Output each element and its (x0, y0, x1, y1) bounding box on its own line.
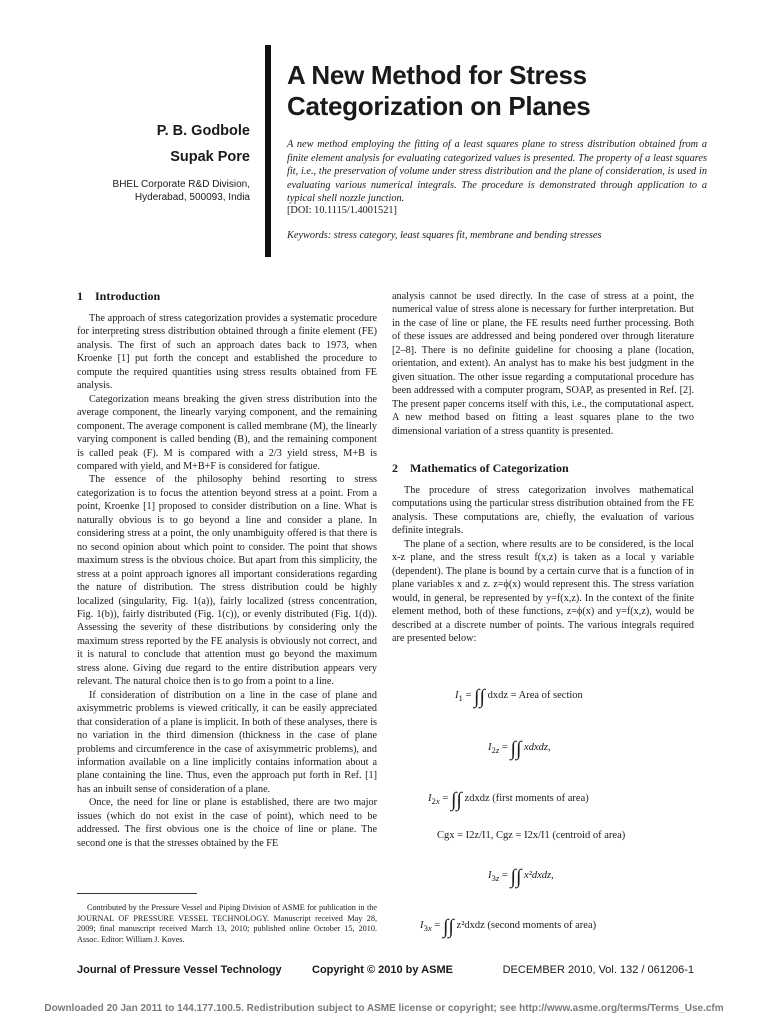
paragraph: The essence of the philosophy behind resorting to stress categorization is to focus the attention beyond stress at a point. From a point, Kroenke [1] proposed to consider distribution on a line. What is naturally obvious is to go beyond a line and consider a plane. In considering stress at a point, the only unambiguity offered is that there is no second opinion about which point to consider. The point that shows maximum stress is the obvious choice. But apart from this simplicity, the stress at a point approach ignores all important considerations regarding the nature of distribution. The stress distribution could be highly localized (singularity, Fig. 1(a)), fairly localized (stress concentration, Fig. 1(b)), fairly distributed (Fig. 1(c)), or evenly distributed (Fig. 1(d)). Assessing the severity of these distributions by considering only the maximum stress reported by the FE analysis is obviously not correct, and it is natural to conclude that attention must go beyond the maximum stress alone. Giving due regard to the entire distribution appears very relevant. The natural choice then is to go from a point to a line. (77, 474, 377, 688)
paragraph: The plane of a section, where results are to be considered, is the local x-z plane, and the stress result f(x,z) is taken as a local y variable (dependent). The plane is bound by a certain curve that is a function of in plane variables x and z. z=ϕ(x) would represent this. The stress variation would, in general, be represented by y=f(x,z). In the context of the finite element method, both of these functions, z=ϕ(x) and y=f(x,z), would be described at a discrete number of points. The various integrals required are presented below: (392, 538, 694, 644)
title-divider-bar (265, 45, 271, 257)
download-notice: Downloaded 20 Jan 2011 to 144.177.100.5. Redistribution subject to ASME license or copyright; see http://www.asme.org/terms/Terms_Use.cfm (44, 1003, 724, 1014)
doi: [DOI: 10.1115/1.4001521] (287, 205, 397, 216)
section-heading: 2 Mathematics of Categorization (392, 460, 569, 475)
footer-journal: Journal of Pressure Vessel Technology (77, 964, 282, 976)
equation-second-moment-x: $I_{3x}$ = ∫∫ z²dxdz (second moments of area) (420, 916, 597, 938)
right-column (392, 290, 694, 645)
section-heading: 1 Introduction (77, 289, 161, 303)
paper-title: A New Method for Stress Categorization on Planes (287, 60, 591, 121)
paragraph: Categorization means breaking the given stress distribution into the average component, the linearly varying component, and the remaining component. The average component is called membrane (M), the linearly varying component is called bending (B), and the remaining component is called peak (F). M is compared with a 2/3 yield stress, M+B is compared with yield, and M+B+F is considered for fatigue. (77, 393, 377, 472)
paragraph: Once, the need for line or plane is established, there are two major issues (which do not exist in the case of point), which need to be addressed. The first obvious one is the choice of line or plane. The second one is that the stresses obtained by the FE (77, 797, 377, 849)
affiliation: BHEL Corporate R&D Division, Hyderabad, 500093, India (112, 179, 250, 203)
left-column (77, 288, 377, 850)
paragraph: The approach of stress categorization provides a systematic procedure for interpreting stress distribution obtained through a finite element (FE) analysis. The first of such an approach dates back to 1973, when Kroenke [1] put forth the concept and established the procedure to compute the required quantities using stress results obtained from FE analysis. (77, 313, 377, 392)
equation-centroid: Cgx = I2z/I1, Cgz = I2x/I1 (centroid of area) (437, 830, 626, 841)
paragraph: The procedure of stress categorization involves mathematical computations using the particular stress distribution obtained from the FE analysis. These computations are, chiefly, the evaluation of various definite integrals. (392, 484, 694, 537)
abstract: A new method employing the fitting of a least squares plane to stress distribution obtained from a finite element analysis for evaluating categorized values is presented. The property of a least squares fit, i.e., the preservation of volume under stress distribution and the plane of consideration, is used in evaluating various numerical integrals. The procedure is demonstrated through application to a typical shell nozzle junction. (287, 139, 707, 205)
author-block (113, 118, 250, 204)
equation-second-moment-z: $I_{3z}$ = ∫∫ x²dxdz, (488, 866, 554, 888)
footer-copyright: Copyright © 2010 by ASME (312, 964, 453, 976)
keywords: Keywords: stress category, least squares fit, membrane and bending stresses (287, 230, 602, 241)
author-name: Supak Pore (170, 149, 250, 165)
equation-area: $I_1$ = ∫∫ dxdz = Area of section (455, 686, 583, 708)
equation-first-moment-x: $I_{2x}$ = ∫∫ zdxdz (first moments of area) (428, 789, 589, 811)
author-name: P. B. Godbole (156, 123, 250, 139)
footnote: Contributed by the Pressure Vessel and Piping Division of ASME for publication in the JOURNAL OF PRESSURE VESSEL TECHNOLOGY. Manuscript received May 28, 2009; final manuscript received March 13, 2010; published online October 15, 2010. Assoc. Editor: William J. Koves. (77, 903, 377, 944)
paragraph: If consideration of distribution on a line in the case of plane and axisymmetric problems is viewed critically, it can be easily appreciated that consideration of a plane is implicit. In both of these analyses, there is no variation in the third dimension (thickness in the case of plane problems and circumference in the case of axisymmetric problems), and information available on a line implicitly contains information about a plane containing the line. Thus, even the approach put forth in Ref. [1] has an inbuilt sense of consideration of a plane. (77, 689, 377, 795)
footnote-rule (77, 893, 197, 894)
equation-first-moment-z: $I_{2z}$ = ∫∫ xdxdz, (488, 738, 551, 760)
paragraph: analysis cannot be used directly. In the case of stress at a point, the numerical value of stress alone is necessary for further interpretation. But in the case of line or plane, the FE results need further processing. Both of these issues are addressed and being pondered over through literature [2–8]. There is no definite guideline for choosing a plane (location, orientation, and extent). An analyst has to make his best judgment in the given situation. The other issue regarding a computational procedure has been addressed with a computer program, SOAP, as presented in Ref. [2]. The present paper concerns itself with this, i.e., the computational aspect. A new method based on fitting a least squares plane to the two dimensional variation of a stress quantity is presented. (392, 291, 694, 437)
footer-issue: DECEMBER 2010, Vol. 132 / 061206-1 (502, 964, 694, 976)
